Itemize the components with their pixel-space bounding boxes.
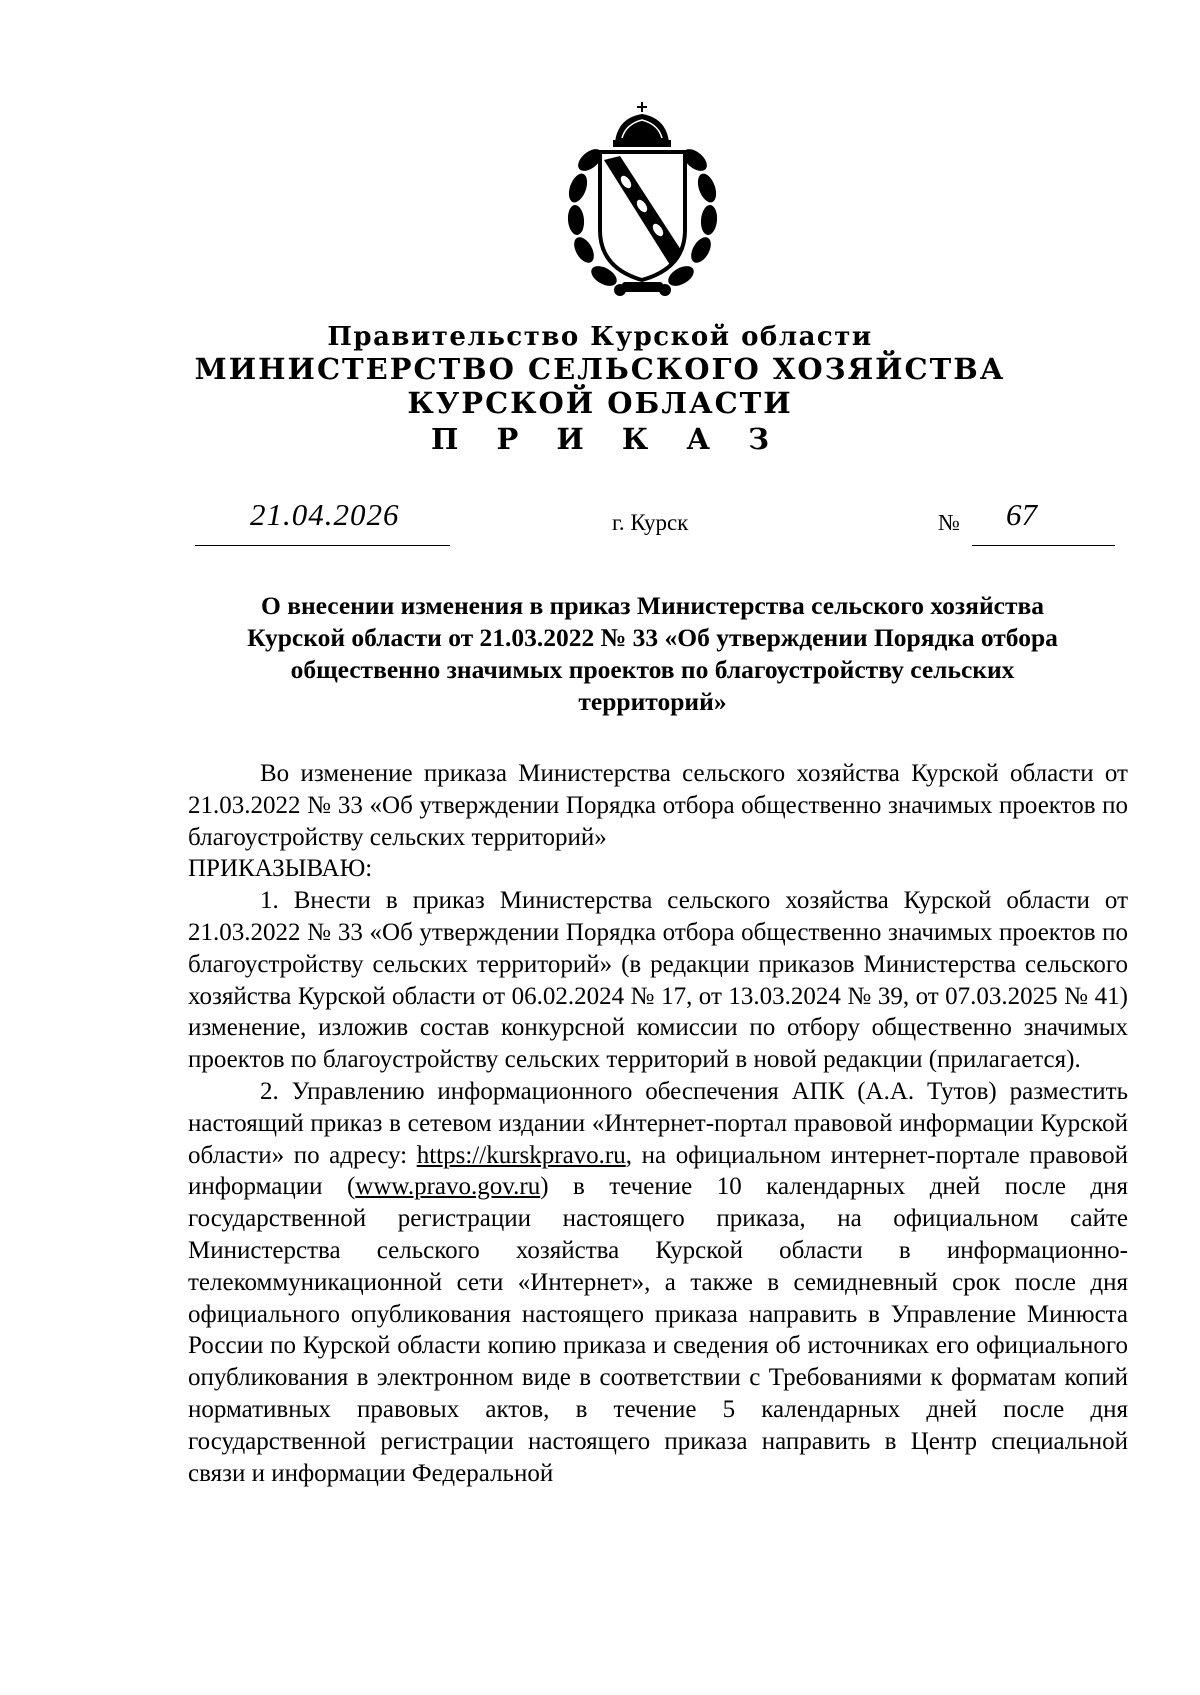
document-type: П Р И К А З (431, 422, 783, 456)
item-2-paragraph (188, 1076, 1128, 1489)
pravo-gov-link[interactable]: www.pravo.gov.ru (355, 1173, 541, 1201)
document-header (0, 322, 1200, 458)
intro-paragraph: Во изменение приказа Министерства сельского хозяйства Курской области от 21.03.2022 № 33 «Об утверждении Порядка отбора общественно значимых проектов по благоустройству сельских территорий» (188, 760, 1128, 851)
item-2-text-b: , на официальном интернет-портале правовой информации ( (188, 1141, 1128, 1201)
document-title (180, 590, 1125, 718)
city-label: г. Курск (612, 510, 689, 535)
title-line: территорий» (578, 687, 727, 716)
item-2-text-c: ) в течение 10 календарных дней после дня государственной регистрации настоящего приказа, на официальном сайте Министерства сельского хозяйства Курской области в информационно-телекоммуникационной сети «Интернет», а также в семидневный срок после дня официального опубликования настоящего приказа направить в Управление Минюста России по Курской области копию приказа и сведения об источниках его официального опубликования в электронном виде в соответствии с Требованиями к форматам копий нормативных правовых актов, в течение 5 календарных дней после дня государственной регистрации настоящего приказа направить в Центр специальной связи и информации Федеральной (188, 1173, 1128, 1487)
item-1-paragraph: 1. Внести в приказ Министерства сельского хозяйства Курской области от 21.03.2022 № 33 «Об утверждении Порядка отбора общественно значимых проектов по благоустройству сельских территорий» (в редакции приказов Министерства сельского хозяйства Курской области от 06.02.2024 № 17, от 13.03.2024 № 39, от 07.03.2025 № 41) изменение, изложив состав конкурсной комиссии по отбору общественно значимых проектов по благоустройству сельских территорий в новой редакции (прилагается). (188, 887, 1128, 1074)
number-value: 67 (1006, 497, 1037, 532)
date-value: 21.04.2026 (250, 497, 400, 532)
order-word: ПРИКАЗЫВАЮ: (188, 855, 373, 883)
date-field (195, 497, 450, 546)
kurskpravo-link[interactable]: https://kurskpravo.ru (416, 1141, 626, 1169)
number-label: № (938, 510, 960, 535)
ministry-name-line1: МИНИСТЕРСТВО СЕЛЬСКОГО ХОЗЯЙСТВА (194, 352, 1006, 386)
ministry-name-line2: КУРСКОЙ ОБЛАСТИ (407, 386, 793, 420)
title-line: Курской области от 21.03.2022 № 33 «Об утверждении Порядка отбора (247, 623, 1058, 652)
government-name: Правительство Курской области (327, 322, 873, 352)
coat-of-arms-emblem (560, 100, 725, 300)
title-line: О внесении изменения в приказ Министерства сельского хозяйства (260, 591, 1045, 620)
item-2-text-a: 2. Управлению информационного обеспечения АПК (А.А. Тутов) разместить настоящий приказ в сетевом издании «Интернет-портал правовой информации Курской области» по адресу: (188, 1077, 1128, 1169)
title-line: общественно значимых проектов по благоустройству сельских (290, 655, 1015, 684)
document-body (188, 758, 1128, 1489)
number-field (972, 497, 1115, 546)
